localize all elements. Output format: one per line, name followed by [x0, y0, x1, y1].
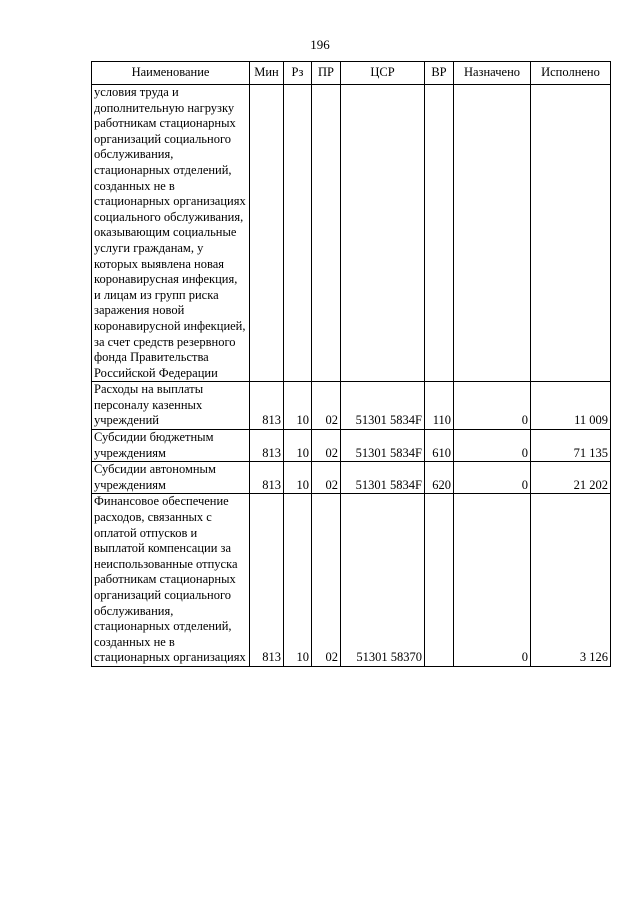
cell-min: 813 [250, 462, 284, 494]
cell-name: условия труда и дополнительную нагрузку работникам стационарных организаций социального обслуживания, стационарных отделений, созданных не в стационарных организациях социального обслуживания, оказывающим социальные услуги гражданам, у которых выявлена новая коронавирусная инфекция, и лицам из групп риска заражения новой коронавирусной инфекцией, за счет средств резервного фонда Правительства Российской Федерации [92, 85, 250, 382]
cell-pr: 02 [312, 494, 341, 667]
cell-name: Субсидии бюджетным учреждениям [92, 430, 250, 462]
cell-rz: 10 [284, 382, 312, 430]
cell-rz: 10 [284, 430, 312, 462]
cell-vr [425, 85, 454, 382]
table-row [92, 494, 611, 667]
cell-executed [531, 85, 611, 382]
cell-name: Финансовое обеспечение расходов, связанных с оплатой отпусков и выплатой компенсации за неиспользованные отпуска работникам стационарных организаций социального обслуживания, стационарных отделений, созданных не в стационарных организациях [92, 494, 250, 667]
cell-vr: 620 [425, 462, 454, 494]
cell-assigned: 0 [454, 462, 531, 494]
cell-min: 813 [250, 494, 284, 667]
cell-csr: 51301 5834F [341, 430, 425, 462]
budget-table [91, 61, 611, 667]
cell-csr [341, 85, 425, 382]
col-header-csr: ЦСР [341, 62, 425, 85]
cell-assigned: 0 [454, 382, 531, 430]
page-number: 196 [310, 37, 330, 52]
cell-csr: 51301 5834F [341, 382, 425, 430]
cell-pr: 02 [312, 462, 341, 494]
cell-name: Субсидии автономным учреждениям [92, 462, 250, 494]
cell-executed: 11 009 [531, 382, 611, 430]
col-header-executed: Исполнено [531, 62, 611, 85]
cell-pr: 02 [312, 382, 341, 430]
cell-min: 813 [250, 430, 284, 462]
cell-pr [312, 85, 341, 382]
cell-rz: 10 [284, 462, 312, 494]
table-row [92, 85, 611, 382]
table-row [92, 462, 611, 494]
col-header-name: Наименование [92, 62, 250, 85]
cell-csr: 51301 5834F [341, 462, 425, 494]
cell-rz: 10 [284, 494, 312, 667]
col-header-pr: ПР [312, 62, 341, 85]
cell-name: Расходы на выплаты персоналу казенных учреждений [92, 382, 250, 430]
table-header-row [92, 62, 611, 85]
cell-csr: 51301 58370 [341, 494, 425, 667]
cell-assigned: 0 [454, 494, 531, 667]
table-row [92, 382, 611, 430]
cell-min: 813 [250, 382, 284, 430]
cell-executed: 3 126 [531, 494, 611, 667]
col-header-rz: Рз [284, 62, 312, 85]
cell-min [250, 85, 284, 382]
cell-vr [425, 494, 454, 667]
cell-vr: 110 [425, 382, 454, 430]
cell-assigned: 0 [454, 430, 531, 462]
cell-pr: 02 [312, 430, 341, 462]
cell-executed: 71 135 [531, 430, 611, 462]
table-row [92, 430, 611, 462]
col-header-min: Мин [250, 62, 284, 85]
col-header-vr: ВР [425, 62, 454, 85]
cell-rz [284, 85, 312, 382]
col-header-assigned: Назначено [454, 62, 531, 85]
cell-executed: 21 202 [531, 462, 611, 494]
cell-assigned [454, 85, 531, 382]
cell-vr: 610 [425, 430, 454, 462]
